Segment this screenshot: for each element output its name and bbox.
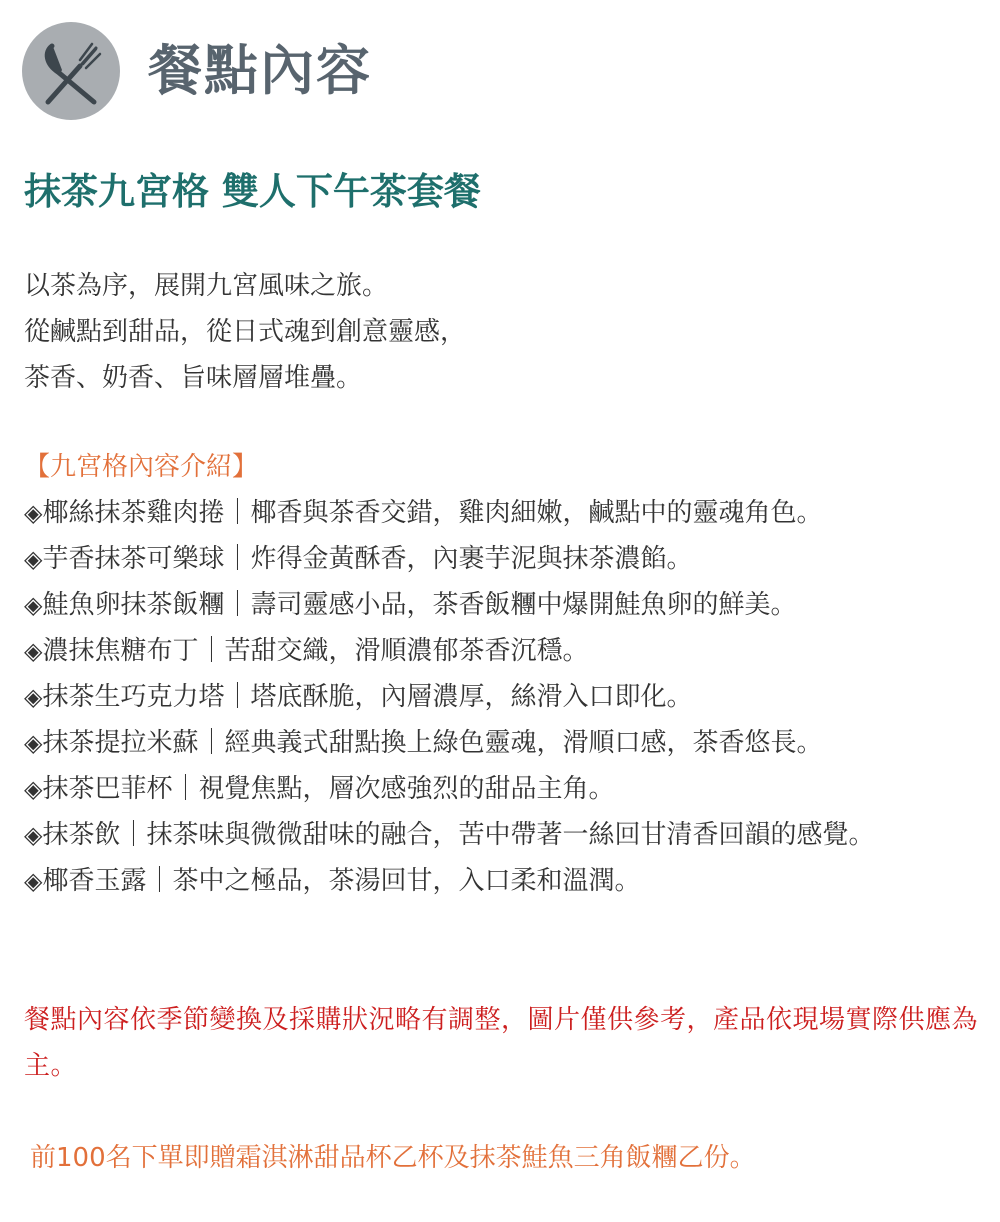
menu-item-name: 椰香玉露 [42, 866, 147, 896]
menu-item-desc: 壽司靈感小品，茶香飯糰中爆開鮭魚卵的鮮美。 [250, 590, 797, 620]
separator: ｜ [198, 636, 225, 666]
diamond-bullet-icon: ◈ [24, 683, 43, 711]
intro-line: 以茶為序，展開九宮風味之旅。 [24, 271, 389, 301]
menu-item-desc: 塔底酥脆，內層濃厚，絲滑入口即化。 [250, 682, 693, 712]
menu-item-name: 芋香抹茶可樂球 [42, 544, 225, 574]
menu-item-name: 濃抹焦糖布丁 [42, 636, 199, 666]
menu-item-name: 抹茶飲 [42, 820, 121, 850]
page-title: 餐點內容 [148, 39, 372, 102]
menu-item [24, 812, 964, 858]
menu-item [24, 674, 964, 720]
utensils-icon [22, 22, 120, 120]
menu-item-desc: 茶中之極品，茶湯回甘，入口柔和溫潤。 [172, 866, 641, 896]
diamond-bullet-icon: ◈ [24, 775, 43, 803]
menu-item-name: 抹茶生巧克力塔 [42, 682, 225, 712]
menu-item-desc: 視覺焦點，層次感強烈的甜品主角。 [198, 774, 615, 804]
separator: ｜ [198, 728, 225, 758]
diamond-bullet-icon: ◈ [24, 729, 43, 757]
promo-text: 前100名下單即贈霜淇淋甜品杯乙杯及抹茶鮭魚三角飯糰乙份。 [30, 1143, 756, 1173]
menu-notice: 餐點內容依季節變換及採購狀況略有調整，圖片僅供參考，產品依現場實際供應為主。 [24, 1005, 979, 1081]
separator: ｜ [224, 498, 251, 528]
menu-item [24, 766, 964, 812]
menu-item [24, 582, 964, 628]
separator: ｜ [224, 590, 251, 620]
separator: ｜ [172, 774, 199, 804]
intro-line: 從鹹點到甜品，從日式魂到創意靈感， [24, 317, 467, 347]
intro-line: 茶香、奶香、旨味層層堆疊。 [24, 363, 363, 393]
diamond-bullet-icon: ◈ [24, 545, 43, 573]
menu-item [24, 490, 964, 536]
menu-item-desc: 經典義式甜點換上綠色靈魂，滑順口感，茶香悠長。 [224, 728, 823, 758]
separator: ｜ [146, 866, 173, 896]
menu-item [24, 720, 964, 766]
menu-item-desc: 抹茶味與微微甜味的融合，苦中帶著一絲回甘清香回韻的感覺。 [146, 820, 875, 850]
menu-item-name: 抹茶提拉米蘇 [42, 728, 199, 758]
separator: ｜ [224, 682, 251, 712]
intro-text [24, 263, 466, 401]
separator: ｜ [224, 544, 251, 574]
section-title: 【九宮格內容介紹】 [24, 452, 259, 482]
diamond-bullet-icon: ◈ [24, 591, 43, 619]
diamond-bullet-icon: ◈ [24, 821, 43, 849]
menu-item-desc: 苦甜交織，滑順濃郁茶香沉穩。 [224, 636, 589, 666]
menu-item [24, 628, 964, 674]
menu-item [24, 536, 964, 582]
page-header [22, 22, 372, 120]
menu-item-list [24, 490, 964, 904]
diamond-bullet-icon: ◈ [24, 867, 43, 895]
menu-item-desc: 炸得金黃酥香，內裹芋泥與抹茶濃餡。 [250, 544, 693, 574]
menu-item [24, 858, 964, 904]
menu-item-desc: 椰香與茶香交錯，雞肉細嫩，鹹點中的靈魂角色。 [250, 498, 823, 528]
diamond-bullet-icon: ◈ [24, 637, 43, 665]
menu-item-name: 抹茶巴菲杯 [42, 774, 173, 804]
menu-item-name: 鮭魚卵抹茶飯糰 [42, 590, 225, 620]
separator: ｜ [120, 820, 147, 850]
diamond-bullet-icon: ◈ [24, 499, 43, 527]
set-menu-title: 抹茶九宮格 雙人下午茶套餐 [24, 170, 481, 213]
menu-item-name: 椰絲抹茶雞肉捲 [42, 498, 225, 528]
